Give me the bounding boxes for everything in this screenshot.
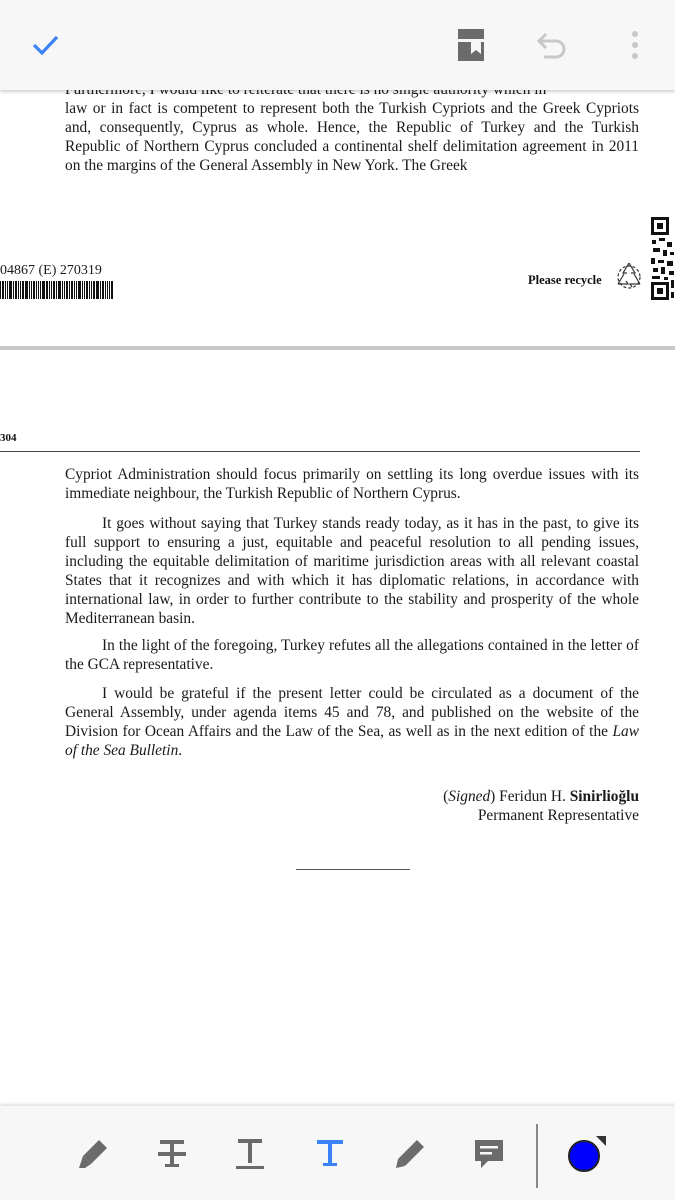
barcode-bar bbox=[76, 281, 77, 299]
barcode-bar bbox=[96, 281, 99, 299]
qr-code bbox=[650, 216, 675, 307]
page1-paragraph bbox=[65, 80, 639, 175]
signer-first-name: Feridun H. bbox=[499, 788, 566, 805]
top-app-bar bbox=[0, 0, 675, 90]
barcode-bar bbox=[69, 281, 70, 299]
barcode-bar bbox=[31, 281, 32, 299]
strikethrough-icon[interactable] bbox=[152, 1134, 192, 1174]
barcode-bar bbox=[107, 281, 108, 299]
barcode-bar bbox=[62, 281, 63, 299]
underline-icon[interactable] bbox=[230, 1134, 270, 1174]
chevron-corner-icon bbox=[596, 1136, 606, 1146]
barcode-bar bbox=[58, 281, 61, 299]
barcode-bar bbox=[71, 281, 73, 299]
comment-icon[interactable] bbox=[469, 1134, 509, 1174]
barcode-bar bbox=[84, 281, 85, 299]
barcode-bar bbox=[40, 281, 41, 299]
barcode-bar bbox=[38, 281, 39, 299]
barcode-bar bbox=[100, 281, 101, 299]
barcode-bar bbox=[33, 281, 35, 299]
header-rule bbox=[0, 451, 640, 452]
barcode-bar bbox=[20, 281, 21, 299]
barcode-bar bbox=[93, 281, 95, 299]
barcode-bar bbox=[86, 281, 88, 299]
signer-last-name: Sinirlioğlu bbox=[569, 788, 639, 805]
bottom-toolbar bbox=[0, 1106, 675, 1200]
barcode-bar bbox=[29, 281, 30, 299]
barcode-bar bbox=[0, 281, 1, 299]
barcode-bar bbox=[56, 281, 57, 299]
bulletin-title: Law of the Sea Bulletin bbox=[65, 723, 639, 759]
barcode-bar bbox=[89, 281, 90, 299]
barcode-bar bbox=[36, 281, 37, 299]
barcode-bar bbox=[82, 281, 83, 299]
paragraph-4 bbox=[65, 684, 639, 760]
barcode-bar bbox=[102, 281, 104, 299]
color-picker-button[interactable] bbox=[564, 1136, 606, 1178]
barcode-bar bbox=[22, 281, 24, 299]
toolbar-divider bbox=[536, 1124, 538, 1188]
text-icon[interactable] bbox=[310, 1134, 350, 1174]
paragraph-3: In the light of the foregoing, Turkey refutes all the allegations contained in the letter of the GCA representative. bbox=[65, 637, 639, 673]
signed-label: Signed bbox=[448, 788, 491, 805]
document-number: 04867 (E) 270319 bbox=[0, 263, 102, 278]
barcode-bar bbox=[18, 281, 19, 299]
barcode-bar bbox=[74, 281, 75, 299]
end-rule bbox=[296, 869, 410, 870]
barcode bbox=[0, 281, 134, 299]
undo-icon[interactable] bbox=[528, 22, 574, 68]
barcode-bar bbox=[46, 281, 48, 299]
barcode-bar bbox=[105, 281, 106, 299]
recycle-label: Please recycle bbox=[528, 273, 602, 287]
barcode-bar bbox=[64, 281, 65, 299]
paragraph-4-end: . bbox=[178, 742, 183, 759]
recycle-icon bbox=[614, 260, 644, 295]
pencil-icon[interactable] bbox=[390, 1134, 430, 1174]
paragraph-1: Cypriot Administration should focus primarily on settling its long overdue issues with its immediate neighbour, the Turkish Republic of Northern Cyprus. bbox=[65, 466, 639, 502]
paragraph-2: It goes without saying that Turkey stands ready today, as it has in the past, to give its full support to ensuring a just, equitable and peaceful resolution to all pending issues, including the equitable delimitation of maritime jurisdiction areas with all relevant coastal States that it recognizes and with which it has diplomatic relations, in accordance with international law, in order to further contribute to the stability and prosperity of the whole Mediterranean basin. bbox=[65, 515, 639, 627]
barcode-bar bbox=[66, 281, 68, 299]
barcode-bar bbox=[2, 281, 4, 299]
barcode-bar bbox=[7, 281, 8, 299]
barcode-bar bbox=[111, 281, 113, 299]
highlighter-icon[interactable] bbox=[73, 1134, 113, 1174]
barcode-bar bbox=[91, 281, 92, 299]
paragraph-4-text: I would be grateful if the present letter could be circulated as a document of the General Assembly, under agenda items 45 and 78, and published on the website of the Division for Ocean Affairs and the Law of the Sea, as well as in the next edition of the bbox=[65, 685, 639, 740]
barcode-bar bbox=[25, 281, 28, 299]
barcode-bar bbox=[109, 281, 110, 299]
page-separator bbox=[0, 346, 675, 350]
barcode-bar bbox=[42, 281, 45, 299]
barcode-bar bbox=[49, 281, 50, 299]
barcode-bar bbox=[15, 281, 17, 299]
barcode-bar bbox=[51, 281, 52, 299]
barcode-bar bbox=[53, 281, 55, 299]
page1-text: law or in fact is competent to represent both the Turkish Cypriots and the Greek Cypriots and, consequently, Cyprus as whole. Hence, the Republic of Turkey and the Turkish Republic of Northern Cyprus concluded a continental shelf delimitation agreement in 2011 on the margins of the General Assembly in New York. The Greek bbox=[65, 100, 639, 174]
bookmark-icon[interactable] bbox=[448, 22, 494, 68]
check-icon[interactable] bbox=[22, 22, 68, 68]
more-vert-icon[interactable] bbox=[612, 22, 658, 68]
barcode-bar bbox=[78, 281, 81, 299]
barcode-bar bbox=[13, 281, 14, 299]
signer-title: Permanent Representative bbox=[477, 807, 639, 824]
page-number: 304 bbox=[0, 432, 17, 444]
signature-line: (Signed) Feridun H. Sinirlioğlu bbox=[443, 788, 639, 805]
barcode-bar bbox=[5, 281, 6, 299]
barcode-bar bbox=[9, 281, 12, 299]
